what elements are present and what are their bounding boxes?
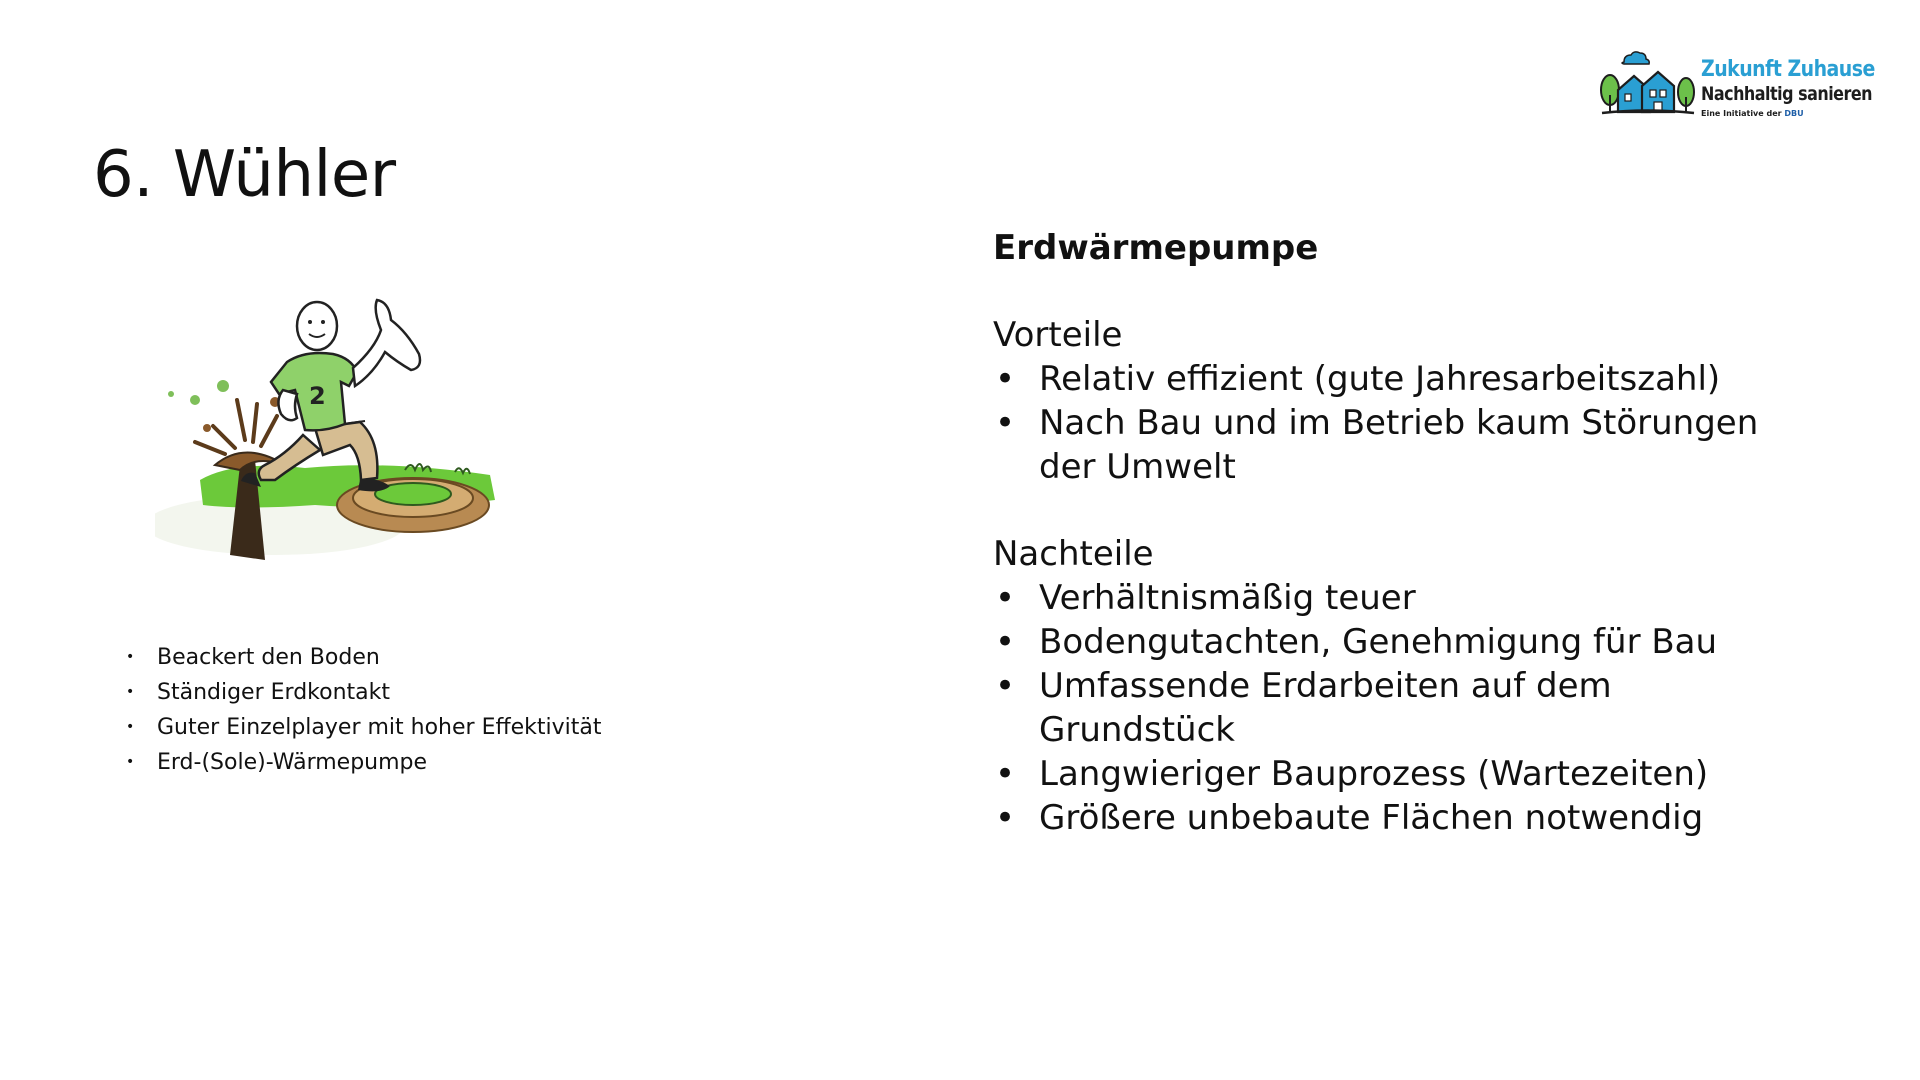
- section-subtitle: Erdwärmepumpe: [993, 228, 1319, 268]
- right-column: [993, 226, 1873, 840]
- list-item: • Langwieriger Bauprozess (Wartezeiten): [993, 752, 1799, 796]
- list-item: • Größere unbebaute Flächen notwendig: [993, 796, 1799, 840]
- shirt-number: 2: [309, 382, 326, 410]
- logo-text-secondary: Nachhaltig sanieren: [1701, 83, 1873, 105]
- list-item: • Erd-(Sole)-Wärmepumpe: [125, 745, 602, 780]
- list-item: • Nach Bau und im Betrieb kaum Störungen der Umwelt: [993, 401, 1799, 489]
- dbu-brand: DBU: [1784, 109, 1804, 118]
- list-item: • Guter Einzelplayer mit hoher Effektivität: [125, 710, 602, 745]
- list-item: • Ständiger Erdkontakt: [125, 675, 602, 710]
- spacer: [993, 270, 1873, 313]
- logo-text-primary: Zukunft Zuhause: [1701, 57, 1875, 82]
- page-title: 6. Wühler: [93, 138, 396, 212]
- logo-text-initiative: [1701, 109, 1804, 118]
- left-bullet-list: [125, 640, 602, 780]
- spacer: [993, 489, 1873, 532]
- list-item: • Beackert den Boden: [125, 640, 602, 675]
- pros-heading: Vorteile: [993, 315, 1123, 355]
- houses-trees-icon: [1598, 50, 1698, 128]
- cons-list: [993, 576, 1873, 840]
- logo-initiative-prefix: Eine Initiative der: [1701, 109, 1785, 118]
- list-item: • Umfassende Erdarbeiten auf dem Grundstück: [993, 664, 1799, 752]
- zukunft-zuhause-logo: [1598, 50, 1875, 128]
- cons-heading: Nachteile: [993, 534, 1154, 574]
- list-item: • Bodengutachten, Genehmigung für Bau: [993, 620, 1799, 664]
- list-item: • Relativ effizient (gute Jahresarbeitszahl): [993, 357, 1799, 401]
- list-item: • Verhältnismäßig teuer: [993, 576, 1799, 620]
- pros-list: [993, 357, 1873, 489]
- running-figure-illustration: [155, 290, 515, 575]
